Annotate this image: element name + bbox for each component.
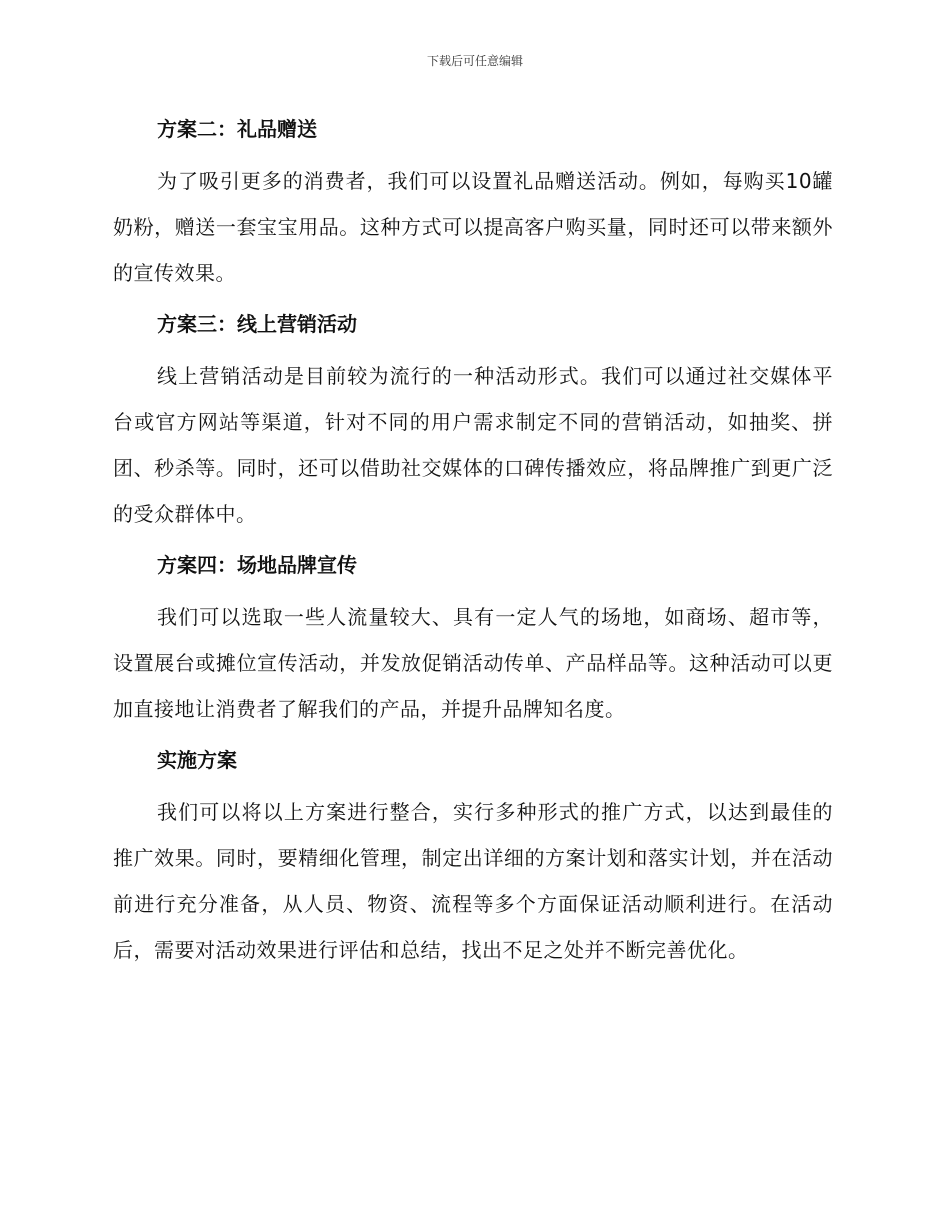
document-body [113, 110, 833, 982]
section-heading: 方案四：场地品牌宣传 [157, 553, 357, 577]
section-venue-promotion [113, 546, 833, 732]
section-paragraph: 线上营销活动是目前较为流行的一种活动形式。我们可以通过社交媒体平台或官方网站等渠道，针对不同的用户需求制定不同的营销活动，如抽奖、拼团、秒杀等。同时，还可以借助社交媒体的口碑传播效应，将品牌推广到更广泛的受众群体中。 [113, 364, 833, 526]
section-implementation [113, 741, 833, 973]
section-heading: 实施方案 [157, 748, 237, 772]
section-paragraph: 为了吸引更多的消费者，我们可以设置礼品赠送活动。例如，每购买10罐奶粉，赠送一套宝宝用品。这种方式可以提高客户购买量，同时还可以带来额外的宣传效果。 [113, 169, 833, 285]
section-online-marketing [113, 305, 833, 537]
header-note: 下载后可任意编辑 [426, 54, 523, 68]
section-heading: 方案三：线上营销活动 [157, 312, 357, 336]
section-paragraph: 我们可以选取一些人流量较大、具有一定人气的场地，如商场、超市等，设置展台或摊位宣传活动，并发放促销活动传单、产品样品等。这种活动可以更加直接地让消费者了解我们的产品，并提升品牌知名度。 [113, 605, 833, 721]
section-gift-giving [113, 110, 833, 296]
section-heading: 方案二：礼品赠送 [157, 117, 317, 141]
section-paragraph: 我们可以将以上方案进行整合，实行多种形式的推广方式，以达到最佳的推广效果。同时，要精细化管理，制定出详细的方案计划和落实计划，并在活动前进行充分准备，从人员、物资、流程等多个方面保证活动顺利进行。在活动后，需要对活动效果进行评估和总结，找出不足之处并不断完善优化。 [113, 800, 833, 962]
